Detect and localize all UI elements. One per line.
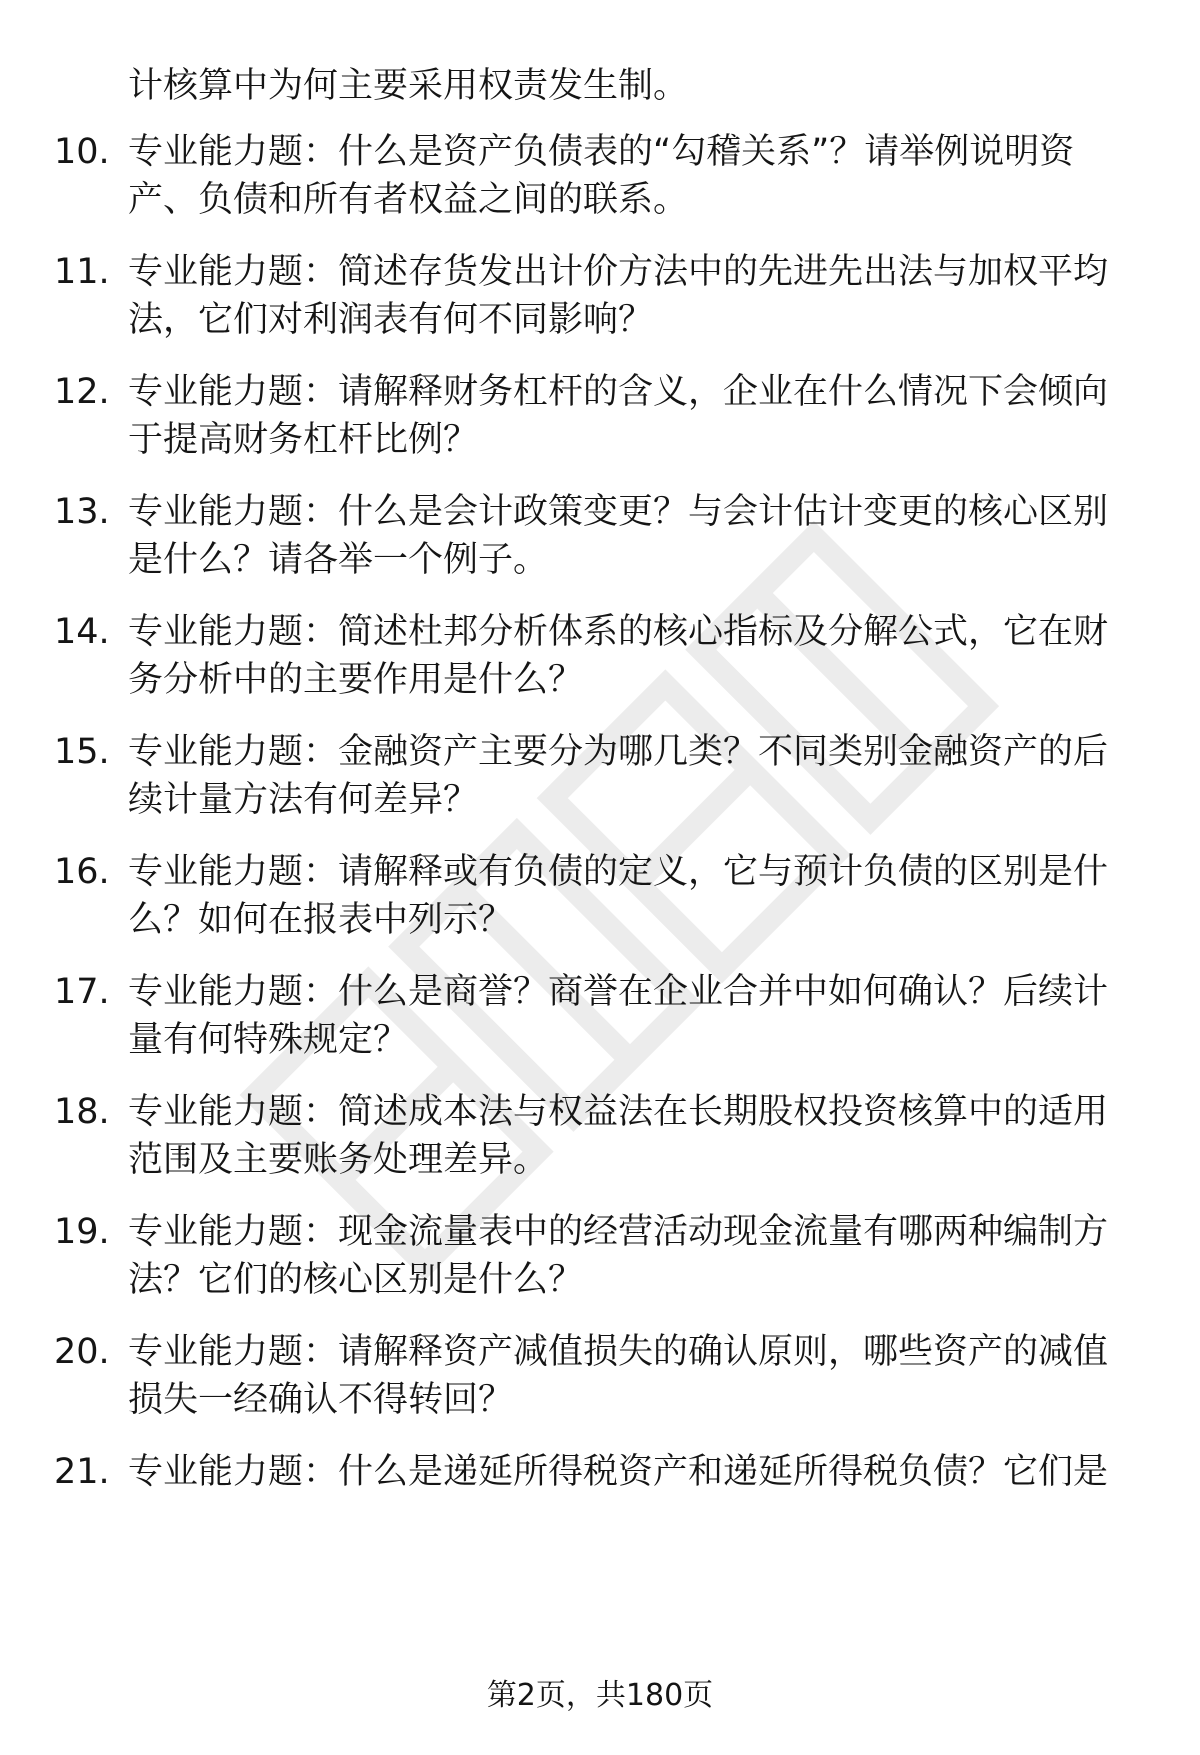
question-number: 17. (54, 972, 110, 1012)
question-text-line1: 专业能力题：什么是会计政策变更？与会计估计变更的核心区别 (128, 492, 1109, 532)
question-text-line2: 范围及主要账务处理差异。 (128, 1140, 549, 1180)
question-number: 13. (54, 492, 110, 532)
carryover-line: 计核算中为何主要采用权责发生制。 (128, 66, 689, 106)
question-text-line1: 专业能力题：请解释或有负债的定义，它与预计负债的区别是什 (128, 852, 1109, 892)
question-item (0, 608, 1200, 704)
question-text-line1: 专业能力题：什么是资产负债表的“勾稽关系”？请举例说明资 (128, 132, 1075, 172)
question-item (0, 968, 1200, 1064)
question-text-line1: 专业能力题：金融资产主要分为哪几类？不同类别金融资产的后 (128, 732, 1109, 772)
question-number: 11. (54, 252, 110, 292)
question-text-line2: 么？如何在报表中列示？ (128, 900, 514, 940)
question-text-line2: 务分析中的主要作用是什么？ (128, 660, 584, 700)
question-text-line1: 专业能力题：现金流量表中的经营活动现金流量有哪两种编制方 (128, 1212, 1109, 1252)
question-text-line2: 损失一经确认不得转回？ (128, 1380, 514, 1420)
question-text-line2: 是什么？请各举一个例子。 (128, 540, 549, 580)
question-item (0, 368, 1200, 464)
question-number: 12. (54, 372, 110, 412)
question-text-line1: 专业能力题：什么是递延所得税资产和递延所得税负债？它们是 (128, 1452, 1109, 1492)
question-text-line1: 专业能力题：简述杜邦分析体系的核心指标及分解公式，它在财 (128, 612, 1109, 652)
question-item (0, 1088, 1200, 1184)
question-text-line2: 续计量方法有何差异？ (128, 780, 479, 820)
question-item (0, 848, 1200, 944)
question-text-line1: 专业能力题：简述成本法与权益法在长期股权投资核算中的适用 (128, 1092, 1109, 1132)
question-item (0, 1328, 1200, 1424)
question-number: 21. (54, 1452, 110, 1492)
question-text-line2: 量有何特殊规定？ (128, 1020, 409, 1060)
question-number: 16. (54, 852, 110, 892)
question-text-line1: 专业能力题：什么是商誉？商誉在企业合并中如何确认？后续计 (128, 972, 1109, 1012)
question-number: 20. (54, 1332, 110, 1372)
question-text-line2: 法，它们对利润表有何不同影响？ (128, 300, 654, 340)
question-text-line1: 专业能力题：请解释财务杠杆的含义，企业在什么情况下会倾向 (128, 372, 1109, 412)
question-number: 18. (54, 1092, 110, 1132)
question-text-line2: 于提高财务杠杆比例？ (128, 420, 479, 460)
question-text-line1: 专业能力题：简述存货发出计价方法中的先进先出法与加权平均 (128, 252, 1109, 292)
question-number: 10. (54, 132, 110, 172)
question-item (0, 1448, 1200, 1544)
question-text-line1: 专业能力题：请解释资产减值损失的确认原则，哪些资产的减值 (128, 1332, 1109, 1372)
question-item (0, 488, 1200, 584)
page-footer: 第2页，共180页 (486, 1678, 714, 1713)
question-item (0, 1208, 1200, 1304)
question-text-line2: 产、负债和所有者权益之间的联系。 (128, 180, 689, 220)
question-item (0, 248, 1200, 344)
question-number: 15. (54, 732, 110, 772)
question-text-line2: 法？它们的核心区别是什么？ (128, 1260, 584, 1300)
question-number: 14. (54, 612, 110, 652)
question-item (0, 128, 1200, 224)
question-number: 19. (54, 1212, 110, 1252)
question-item (0, 728, 1200, 824)
